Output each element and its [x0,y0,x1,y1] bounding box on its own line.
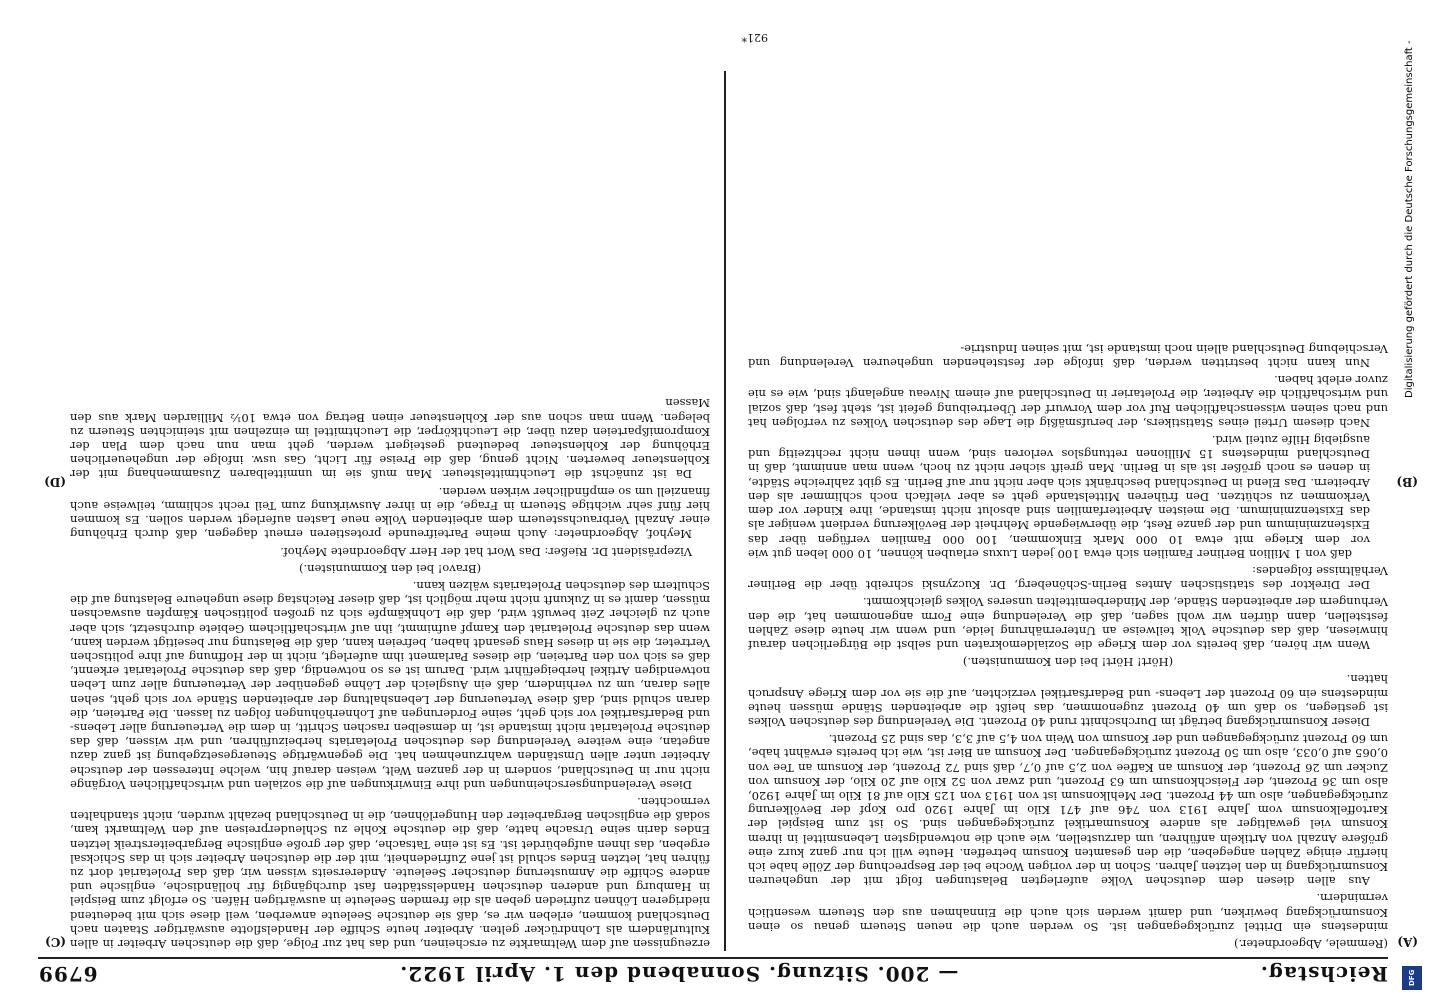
paragraph: Meyhof, Abgeordneter: Auch meine Parteifreunde protestieren erneut dagegen, daß durch Erhöhung einer Anzahl Verbrauchssteuern dem arbeitenden Volke neue Lasten auferlegt werden sollen. Es kommen hier fünf sehr wichtige Steuern in Frage, die in ihrer Auswirkung zum Teil recht schlimm, teilweise auch finanziell um so empfindlicher wirken werden. [70,484,710,542]
paragraph: Nun kann nicht bestritten werden, daß infolge der feststehenden ungeheuren Verelendung und Verschiebung Deutschland allein noch imstande ist, mit seinen Industrie- [748,341,1388,371]
paragraph: mindestens ein Drittel zurückgegangen ist. So werden auch die neuen Steuern genau so einen Konsumrückgang bewirken, und damit werden sich auch die Einnahmen aus den Steuern wesentlich vermindern. [748,891,1388,934]
margin-marker-a: (A) [1397,935,1418,949]
interjection: (Bravo! bei den Kommunisten.) [298,561,482,576]
header-middle: — 200. Sitzung. Sonnabend den 1. April 1922. [399,962,959,986]
paragraph: (Remmele, Abgeordneter.) [1234,937,1388,951]
paragraph: Nach diesem Urteil eines Statistikers, der berufsmäßig die Lage des deutschen Volkes zu verfolgen hat und nach seinen wissenschaftlichen Ruf vor dem Vorwurf der Übertreibung gefeit ist, steht fest, daß sozial und wirtschaftlich die Arbeiter, die Proletarier in Deutschland auf einem Niveau angelangt sind, wie es nie zuvor erlebt haben. [748,373,1388,430]
digitization-caption [1404,40,1418,1000]
digitization-caption-text: Digitalisierung gefördert durch die Deutsche Forschungsgemeinschaft - [1404,40,1415,398]
margin-marker-d: (D) [44,475,66,489]
quote-paragraph: daß von 1 Million Berliner Familien sich etwa 100 jeden Luxus erlauben können, 10 000 leben gut wie vor dem Kriege mit etwa 10 000 Mark Einkommen, 100 000 Familien verfügen über das Existenzminimum und der ganze Rest, die überwiegende Mehrheit der Bevölkerung verdient weniger als das Existenzminimum. Die meisten Arbeiterfamilien sind absolut nicht imstande, ihre Kinder vor dem Verkommen zu schützen. Den früheren Mittelstande geht es aber vielfach noch schlimmer als den Arbeitern. Das Elend in Deutschland beschränkt sich aber nicht nur auf Berlin. Es gibt zahlreiche Städte, in denen es noch größer ist als in Berlin. Man greift sicher nicht zu hoch, wenn man annimmt, daß in Deutschland mindestens 15 Millionen rettungslos verloren sind, wenn ihnen nicht rechtzeitig und ausgiebig Hilfe zuteil wird. [748,433,1370,561]
margin-marker-b: (B) [1396,475,1418,489]
paragraph: Da ist zunächst die Leuchtmittelsteuer. Man muß sie im unmittelbaren Zusammenhang mit der Kohlensteuer bewerten. Nicht genug, daß die Preise für Licht, Gas usw. infolge der ungeheuerlichen Erhöhung der Kohlensteuer bedeutend gesteigert werden, geht man nun nach dem Plan der Kompromißparteien dazu über, die Leuchtkörper, die Leuchtmittel im einzelnen mit steinichten Steuern zu belegen. Wenn man schon aus der Kohlensteuer einen Betrag von etwa 10½ Milliarden Mark aus den Massen [70,396,710,482]
paragraph: Der Direktor des statistischen Amtes Berlin-Schöneberg, Dr. Kuczynski schreibt über die Berliner Verhältnisse folgendes: [748,563,1388,593]
dfg-logo-icon: DFG [1402,966,1422,990]
column-divider [724,71,726,951]
paragraph: Diese Verelendungserscheinungen und ihre Einwirkungen auf die sozialen und wirtschaftlichen Vorgänge nicht nur in Deutschland, sondern in der ganzen Welt, weisen darauf hin, welche Interessen der deutsche Arbeiter unter allen Umständen wahrzunehmen hat. Die gegenwärtige Steuergesetzgebung ist ganz dazu angetan, eine weitere Verelendung des deutschen Proletariats herbeizuführen, und wir wissen, daß das deutsche Proletariat nicht imstande ist, in demselben raschen Schritt, in dem die Verteuerung aller Lebens- und Bedarfsartikel vor sich geht, seine Forderungen auf Lohnerhöhungen folgen zu lassen. Die Parteien, die daran schuld sind, daß diese Verteuerung der Lebenshaltung der arbeitenden Stände vor sich geht, sehen alles daran, um zu verhindern, daß ein Ausgleich der Löhne gegenüber der Verteuerung aller zum Leben notwendigen Artikel herbeigeführt wird. Darum ist es so notwendig, daß das deutsche Proletariat erkennt, daß es sich von den Parteien, die dieses Parlament ihm auferlegt, nicht in der Hoffnung auf ihre politischen Vertreter, die sie in dieses Haus gesandt haben, befreien kann, daß die Belastung nur beseitigt werden kann, wenn das deutsche Proletariat den Kampf aufnimmt, ihn auf wirtschaftlichem Gebiete durchsetzt, sich aber auch zu gleicher Zeit bewußt wird, daß die Lohnkämpfe sich zu großen politischen Kämpfen auswachsen müssen, damit es in Zukunft nicht mehr möglich ist, daß dieser Reichstag diese ungeheure Belastung auf die Schultern des deutschen Proletariats wälzen kann. [70,578,710,792]
margin-marker-c: (C) [45,935,66,949]
left-column [748,31,1388,951]
paragraph: Wenn wir hören, daß bereits vor dem Kriege die Sozialdemokraten und selbst die Bürgerlichen darauf hinwiesen, daß das deutsche Volk teilweise an Unterernährung leide, und wenn wir heute diese Zahlen feststellen, dann dürfen wir wohl sagen, daß die Verelendung eine Form angenommen hat, die den Verhungern der arbeitenden Stände, der Minderbemittelten unseres Volkes gleichkommt. [748,595,1388,652]
page-header [38,957,1388,989]
header-page-number: 6799 [38,962,98,986]
paragraph: Aus allen diesen dem deutschen Volke auferlegten Belastungen folgt mit der ungeheuren Konsumrückgang in den letzten Jahren. Schon in der vorigen Woche bei der Besprechung der Zölle habe ich hierfür einige Zahlen angegeben, die den gesamten Konsum betreffen. Heute will ich nur ganz kurz eine größere Anzahl von Artikeln anführen, um darzustellen, wie auch die notwendigsten Lebensmittel in ihrem Konsum viel gewaltiger als andere Konsumartikel zurückgegangen sind. So ist zum Beispiel der Kartoffelkonsum vom Jahre 1913 von 746 auf 471 Kilo im Jahre 1920 pro Kopf der Bevölkerung zurückgegangen, also um 44 Prozent. Der Mehlkonsum ist von 1913 von 125 Kilo auf 81 Kilo im Jahre 1920, also um 36 Prozent, der Fleischkonsum um 63 Prozent, und zwar von 52 Kilo auf 20 Kilo, der Konsum von Zucker um 26 Prozent, der Konsum an Kaffee von 2,5 auf 0,7, daß sind 72 Prozent, der Konsum an Tee von 0,065 auf 0,033, also um 50 Prozent zurückgegangen. Der Konsum an Bier ist, wie ich bereits erwähnt habe, um 60 Prozent zurückgegangen und der Konsum von Wein von 4,5 auf 3,3, das sind 25 Prozent. [748,732,1388,889]
sheet-number: 921* [741,31,768,44]
paragraph: Vizepräsident Dr. Rießer: Das Wort hat der Herr Abgeordnete Meyhof. [280,544,692,559]
paragraph: erzeugnissen auf dem Weltmarkte zu erscheinen, und das hat zur Folge, daß die deutschen Arbeiter in allen Kulturländern als Lohndrücker gelten. Arbeiter heute Schiffe der Handelsflotte auswärtiger Staaten nach Deutschland kommen, erleben wir es, daß sie deutsche Seeleute anwerben, weil diese sich mit bedeutend niedrigeren Löhnen zufrieden geben als die fremden Seeleute in auswärtigen Häfen. So erfolgt zum Beispiel in Hamburg und anderen deutschen Handelsstädten fast durchgängig für holländische, englische und andere Schiffe die Anmusterung deutscher Seeleute. Andererseits wissen wir, daß das Proletariat dort zu führen hat, letzten Endes schuld ist jene Zufriedenheit, mit der die deutschen Arbeiter sich in das Schicksal ergeben, das ihnen aufgebürdet ist. Es ist eine Tatsache, daß der große englische Bergarbeiterstreik letzten Endes darin seine Ursache hatte, daß die deutsche Kohle zu Schleuderpreisen auf den Weltmarkt kam, sodaß die englischen Bergarbeiter den Hungerlöhnen, die in Deutschland bezahlt wurden, nicht standhalten vermochten. [70,794,710,951]
interjection: (Hört! Hört! bei den Kommunisten.) [962,655,1174,670]
header-left: Reichstag. [1259,962,1388,986]
right-column [70,31,710,951]
paragraph: Dieser Konsumrückgang beträgt im Durchschnitt rund 40 Prozent. Die Verelendung des deutschen Volkes ist gestiegen, so daß um 40 Prozent zugenommen, das heißt die arbeitenden Stände müssen heute mindestens ein 60 Prozent der Lebens- und Bedarfsartikel verzichten, auf die sie vor dem Kriege Anspruch hatten. [748,672,1388,729]
